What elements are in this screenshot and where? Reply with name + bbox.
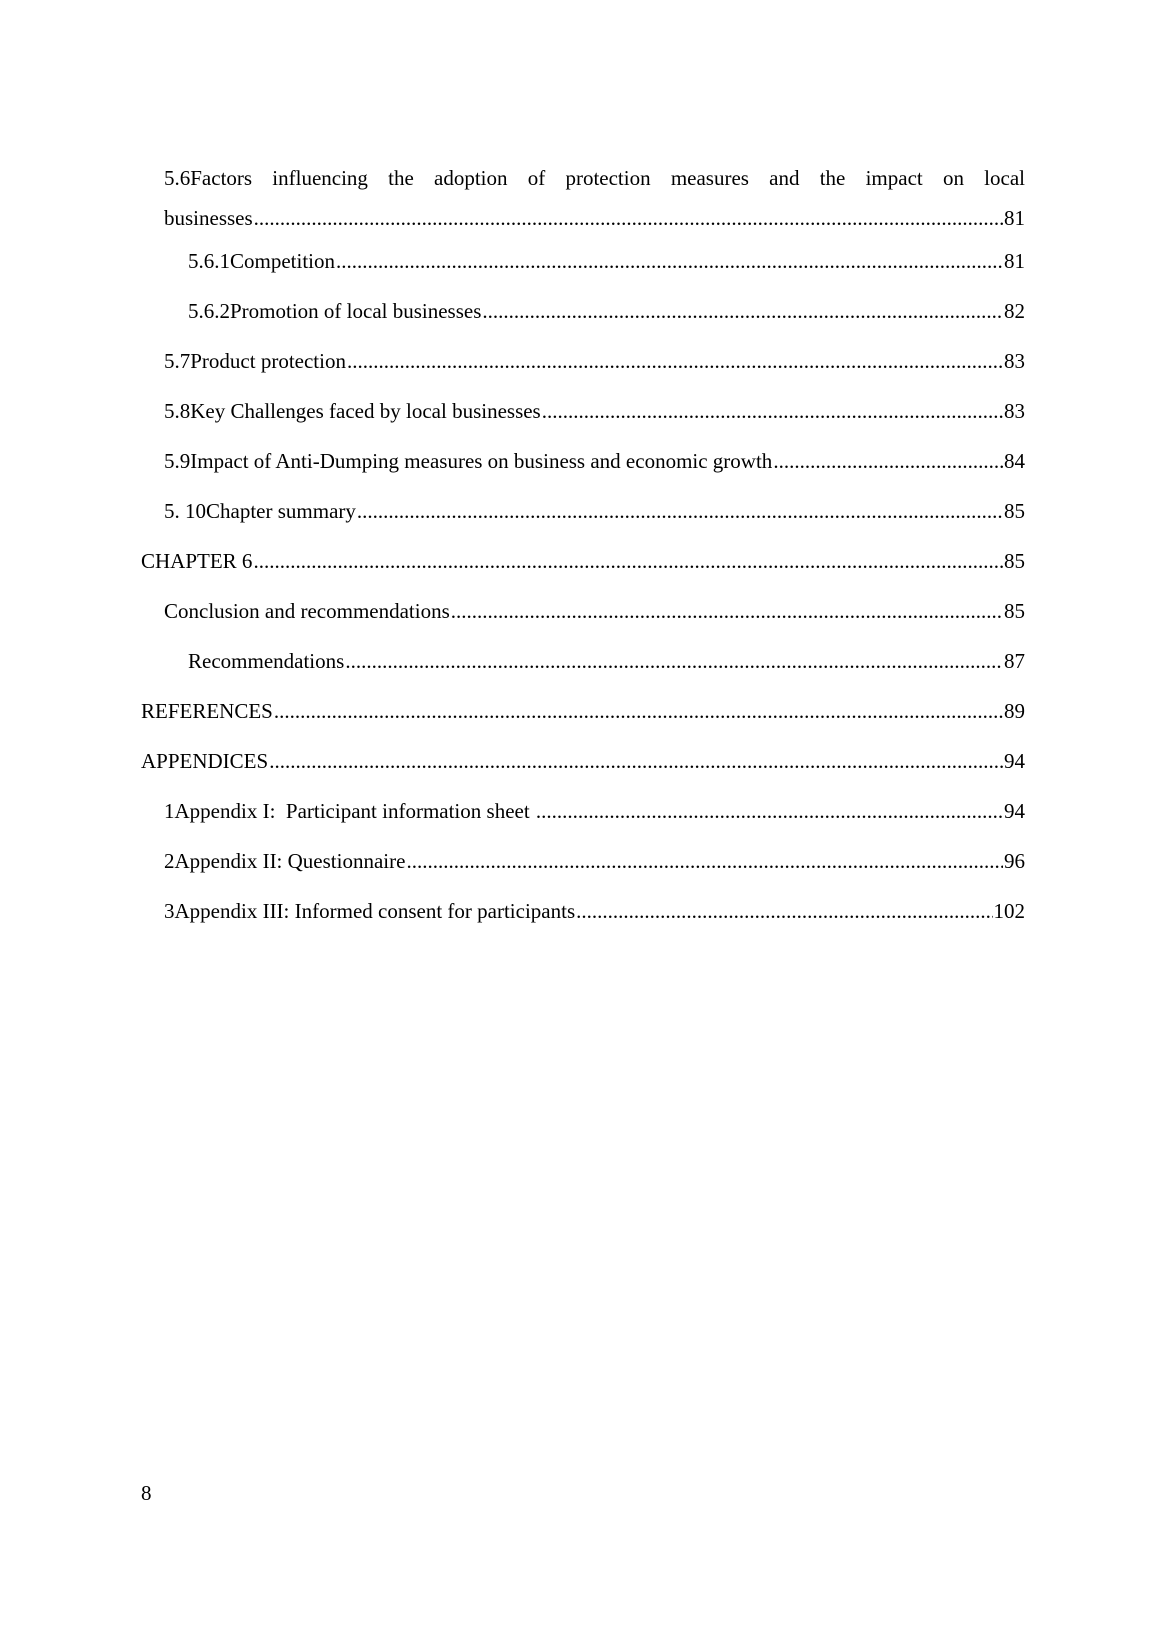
toc-entry-page: 81 xyxy=(1004,206,1025,230)
toc-entry-title: 5.6.2Promotion of local businesses xyxy=(188,299,482,323)
toc-entry-title: APPENDICES xyxy=(141,749,269,773)
toc-entry-chapter-6[interactable] xyxy=(141,548,1025,575)
toc-entry-page: 81 xyxy=(1004,249,1025,273)
dot-leader xyxy=(253,548,1003,575)
table-of-contents xyxy=(141,165,1025,948)
toc-entry-5-8[interactable] xyxy=(141,398,1025,425)
toc-entry-page: 83 xyxy=(1004,349,1025,373)
toc-entry-title: 1Appendix I: Participant information sheet xyxy=(164,799,535,823)
toc-entry-page: 85 xyxy=(1004,599,1025,623)
toc-entry-5-6[interactable] xyxy=(141,165,1025,232)
toc-entry-title: 3Appendix III: Informed consent for participants xyxy=(164,899,576,923)
toc-entry-page: 102 xyxy=(993,899,1025,923)
toc-entry-page: 87 xyxy=(1004,649,1025,673)
toc-entry-title: 5.7Product protection xyxy=(164,349,346,373)
toc-entry-title: Conclusion and recommendations xyxy=(164,599,450,623)
toc-entry-5-10[interactable] xyxy=(141,498,1025,525)
toc-entry-conclusion[interactable] xyxy=(141,598,1025,625)
toc-entry-title: CHAPTER 6 xyxy=(141,549,253,573)
dot-leader xyxy=(542,398,1003,425)
toc-entry-title: 5. 10Chapter summary xyxy=(164,499,356,523)
dot-leader xyxy=(269,748,1003,775)
dot-leader xyxy=(406,848,1003,875)
toc-entry-title: 5.6.1Competition xyxy=(188,249,335,273)
toc-entry-recommendations[interactable] xyxy=(141,648,1025,675)
toc-entry-title-line1: 5.6Factors influencing the adoption of protection measures and the impact on local xyxy=(164,166,1025,190)
toc-entry-page: 96 xyxy=(1004,849,1025,873)
dot-leader xyxy=(576,898,992,925)
toc-entry-title: 5.8Key Challenges faced by local businesses xyxy=(164,399,541,423)
toc-entry-title: REFERENCES xyxy=(141,699,273,723)
toc-entry-appendix-3[interactable] xyxy=(141,898,1025,925)
toc-entry-5-6-1[interactable] xyxy=(141,248,1025,275)
dot-leader xyxy=(254,205,1003,232)
toc-entry-5-9[interactable] xyxy=(141,448,1025,475)
toc-entry-title: 2Appendix II: Questionnaire xyxy=(164,849,406,873)
toc-entry-page: 83 xyxy=(1004,399,1025,423)
dot-leader xyxy=(773,448,1003,475)
toc-entry-appendix-2[interactable] xyxy=(141,848,1025,875)
dot-leader xyxy=(357,498,1003,525)
toc-entry-appendices[interactable] xyxy=(141,748,1025,775)
toc-entry-title: 5.9Impact of Anti-Dumping measures on business and economic growth xyxy=(164,449,773,473)
toc-entry-page: 89 xyxy=(1004,699,1025,723)
toc-entry-page: 82 xyxy=(1004,299,1025,323)
toc-entry-title-line2: businesses xyxy=(164,206,253,230)
dot-leader xyxy=(451,598,1003,625)
toc-entry-page: 84 xyxy=(1004,449,1025,473)
dot-leader xyxy=(274,698,1003,725)
toc-entry-page: 85 xyxy=(1004,499,1025,523)
toc-entry-appendix-1[interactable] xyxy=(141,798,1025,825)
dot-leader xyxy=(345,648,1003,675)
dot-leader xyxy=(482,298,1003,325)
toc-entry-page: 85 xyxy=(1004,549,1025,573)
toc-entry-references[interactable] xyxy=(141,698,1025,725)
dot-leader xyxy=(536,798,1003,825)
toc-entry-page: 94 xyxy=(1004,799,1025,823)
toc-entry-5-7[interactable] xyxy=(141,348,1025,375)
dot-leader xyxy=(347,348,1003,375)
toc-entry-5-6-2[interactable] xyxy=(141,298,1025,325)
dot-leader xyxy=(336,248,1003,275)
toc-entry-page: 94 xyxy=(1004,749,1025,773)
page-number: 8 xyxy=(141,1481,152,1505)
toc-entry-title: Recommendations xyxy=(188,649,345,673)
